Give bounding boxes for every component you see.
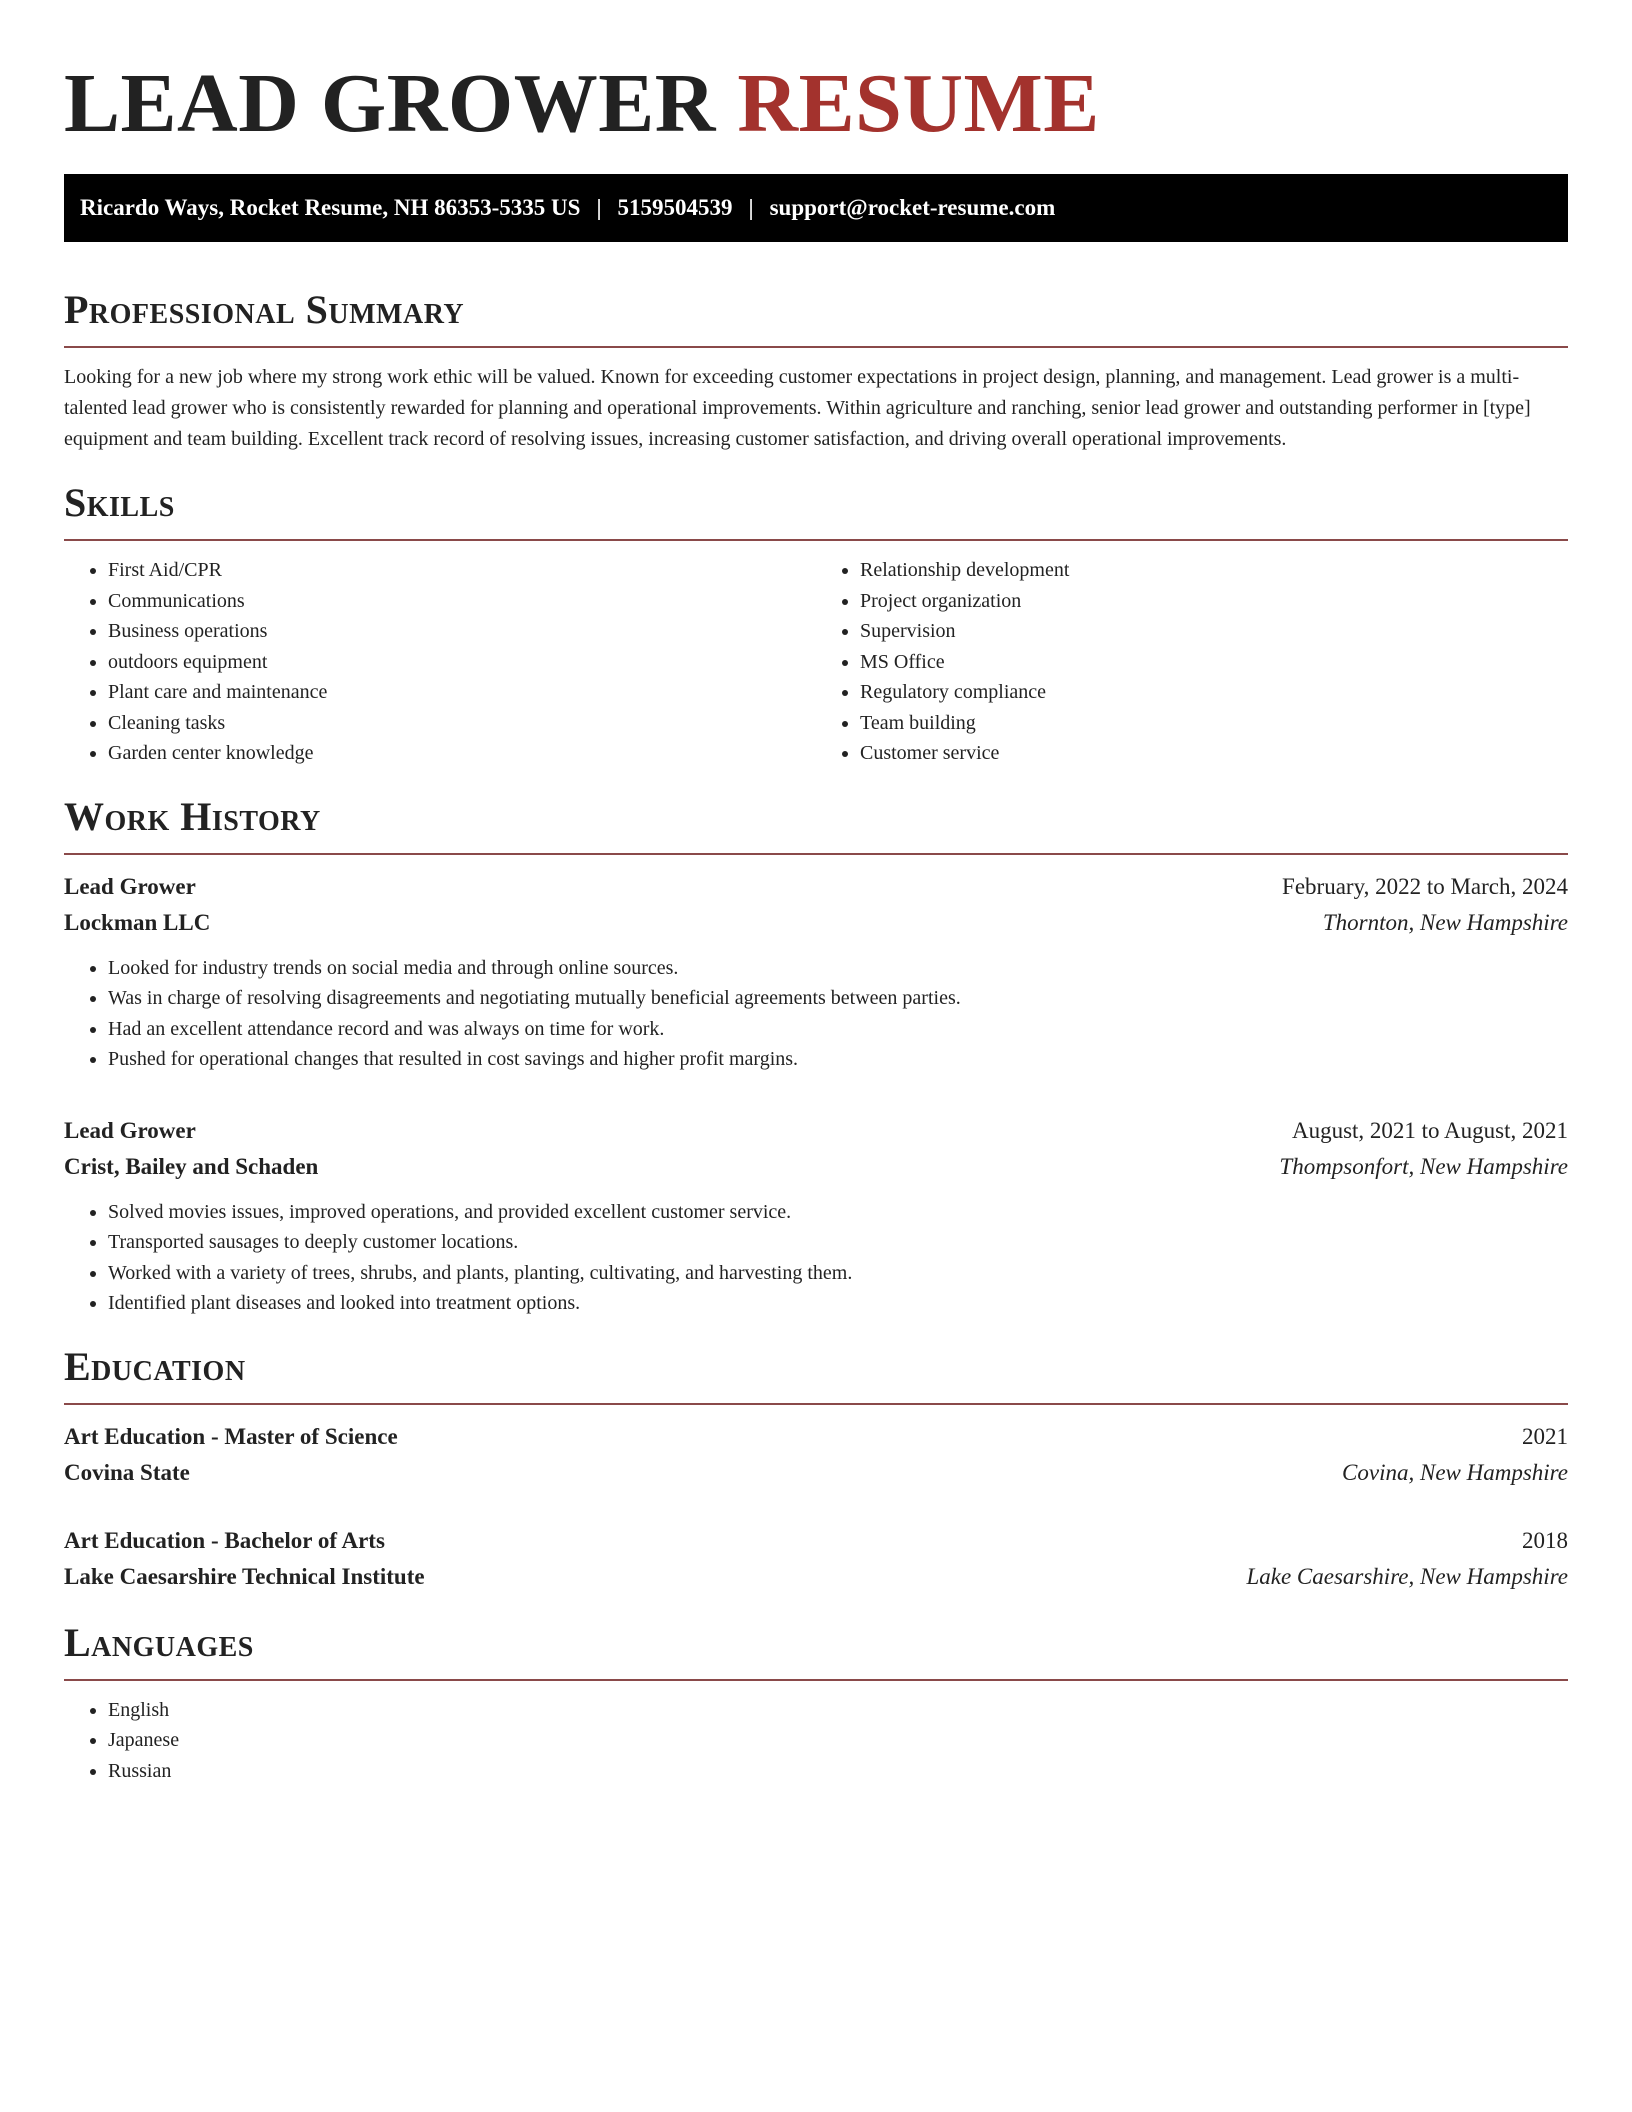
education-year: 2021 xyxy=(1522,1423,1568,1449)
job-bullets xyxy=(64,953,1568,1075)
contact-phone[interactable]: 5159504539 xyxy=(617,195,733,220)
job-bullet: • Pushed for operational changes that resulted in cost savings and higher profit margins. xyxy=(108,1044,1568,1075)
section-divider xyxy=(64,853,1568,855)
language-item: • Japanese xyxy=(108,1725,1568,1756)
job-entry xyxy=(64,1113,1568,1319)
contact-bar xyxy=(64,174,1568,242)
summary-text: Looking for a new job where my strong work ethic will be valued. Known for exceeding customer expectations in project design, planning, and management. Lead grower is a multi-talented lead grower who is consistently rewarded for planning and operational improvements. Within agriculture and ranching, senior lead grower and outstanding performer in [type] equipment and team building. Excellent track record of resolving issues, increasing customer satisfaction, and driving overall operational improvements. xyxy=(64,366,1531,450)
skill-item: • First Aid/CPR xyxy=(108,555,816,586)
education-location: Covina, New Hampshire xyxy=(1342,1459,1568,1485)
education-location: Lake Caesarshire, New Hampshire xyxy=(1246,1563,1568,1589)
education-degree: Art Education - Bachelor of Arts xyxy=(64,1527,385,1553)
section-divider xyxy=(64,1403,1568,1405)
job-location: Thompsonfort, New Hampshire xyxy=(1279,1153,1568,1179)
section-divider xyxy=(64,346,1568,348)
contact-email[interactable]: support@rocket-resume.com xyxy=(769,195,1056,220)
education-entry xyxy=(64,1523,1568,1595)
languages-section xyxy=(64,1619,1568,1787)
skill-item: • Plant care and maintenance xyxy=(108,677,816,708)
skill-item: • Supervision xyxy=(860,616,1568,647)
job-bullet: • Worked with a variety of trees, shrubs, and plants, planting, cultivating, and harvesting them. xyxy=(108,1258,1568,1289)
skill-item: • Customer service xyxy=(860,738,1568,769)
skills-list-left xyxy=(64,555,816,769)
job-bullet: • Was in charge of resolving disagreements and negotiating mutually beneficial agreements between parties. xyxy=(108,983,1568,1014)
skills-list-right xyxy=(816,555,1568,769)
language-item: • English xyxy=(108,1695,1568,1726)
contact-separator: | xyxy=(596,195,602,220)
section-divider xyxy=(64,539,1568,541)
section-heading: Work History xyxy=(64,793,321,839)
job-bullet: • Solved movies issues, improved operations, and provided excellent customer service. xyxy=(108,1197,1568,1228)
skills-section xyxy=(64,479,1568,769)
job-title: Lead Grower xyxy=(64,873,196,899)
skill-item: • Project organization xyxy=(860,586,1568,617)
job-company-row xyxy=(64,1149,1568,1185)
education-school: Lake Caesarshire Technical Institute xyxy=(64,1563,425,1589)
section-heading: Languages xyxy=(64,1619,254,1665)
job-bullet: • Had an excellent attendance record and was always on time for work. xyxy=(108,1014,1568,1045)
job-dates: August, 2021 to August, 2021 xyxy=(1291,1117,1568,1143)
skill-item: • Relationship development xyxy=(860,555,1568,586)
job-bullet: • Identified plant diseases and looked into treatment options. xyxy=(108,1288,1568,1319)
skill-item: • Team building xyxy=(860,708,1568,739)
section-heading: Education xyxy=(64,1343,246,1389)
job-bullet: • Looked for industry trends on social media and through online sources. xyxy=(108,953,1568,984)
work-history-section xyxy=(64,793,1568,1319)
education-year: 2018 xyxy=(1522,1527,1568,1553)
skills-grid xyxy=(64,555,1568,769)
job-company: Crist, Bailey and Schaden xyxy=(64,1153,319,1179)
education-school-row xyxy=(64,1455,1568,1491)
job-company-row xyxy=(64,905,1568,941)
job-location: Thornton, New Hampshire xyxy=(1322,909,1568,935)
job-title: Lead Grower xyxy=(64,1117,196,1143)
summary-section xyxy=(64,286,1568,455)
education-entry xyxy=(64,1419,1568,1491)
title-accent: RESUME xyxy=(737,57,1100,150)
contact-separator: | xyxy=(748,195,754,220)
skill-item: • Communications xyxy=(108,586,816,617)
languages-list xyxy=(64,1695,1568,1787)
education-degree-row xyxy=(64,1523,1568,1559)
education-degree: Art Education - Master of Science xyxy=(64,1423,398,1449)
title-main: LEAD GROWER xyxy=(64,57,716,150)
job-dates: February, 2022 to March, 2024 xyxy=(1282,873,1568,899)
education-school-row xyxy=(64,1559,1568,1595)
skill-item: • Business operations xyxy=(108,616,816,647)
job-entry xyxy=(64,869,1568,1075)
skill-item: • Cleaning tasks xyxy=(108,708,816,739)
skill-item: • MS Office xyxy=(860,647,1568,678)
resume-title xyxy=(64,0,1568,154)
skill-item: • Garden center knowledge xyxy=(108,738,816,769)
section-heading: Professional Summary xyxy=(64,287,465,332)
contact-address: Ricardo Ways, Rocket Resume, NH 86353-5335 US xyxy=(80,195,581,220)
section-divider xyxy=(64,1679,1568,1681)
section-heading: Skills xyxy=(64,480,175,525)
language-item: • Russian xyxy=(108,1756,1568,1787)
education-school: Covina State xyxy=(64,1459,190,1485)
job-bullets xyxy=(64,1197,1568,1319)
job-company: Lockman LLC xyxy=(64,909,211,935)
education-degree-row xyxy=(64,1419,1568,1455)
job-header-row xyxy=(64,869,1568,905)
job-bullet: • Transported sausages to deeply customer locations. xyxy=(108,1227,1568,1258)
job-header-row xyxy=(64,1113,1568,1149)
education-section xyxy=(64,1343,1568,1595)
skill-item: • outdoors equipment xyxy=(108,647,816,678)
skill-item: • Regulatory compliance xyxy=(860,677,1568,708)
